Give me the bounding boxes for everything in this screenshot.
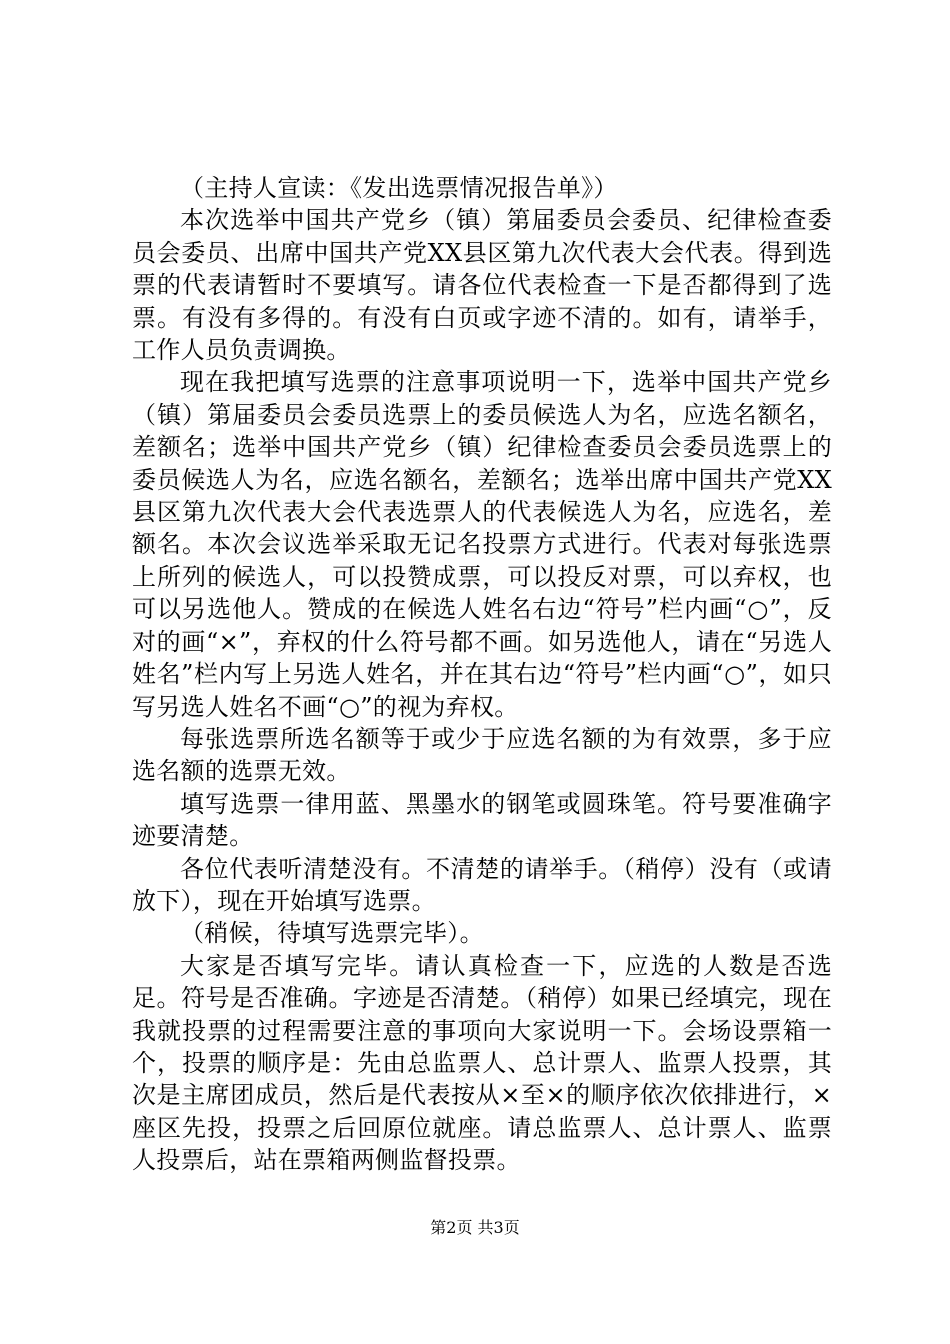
paragraph-ballot-instructions: 现在我把填写选票的注意事项说明一下，选举中国共产党乡（镇）第届委员会委员选票上的委员候选人为名，应选名额名，差额名；选举中国共产党乡（镇）纪律检查委员会委员选票上的委员候选人为名，应选名额名，差额名；选举出席中国共产党XX县区第九次代表大会代表选票人的代表候选人为名，应选名，差额名。本次会议选举采取无记名投票方式进行。代表对每张选票上所列的候选人，可以投赞成票，可以投反对票，可以弃权，也可以另选他人。赞成的在候选人姓名右边“符号”栏内画“○”，反对的画“×”，弃权的什么符号都不画。如另选他人，请在“另选人姓名”栏内写上另选人姓名，并在其右边“符号”栏内画“○”，如只写另选人姓名不画“○”的视为弃权。 xyxy=(132,368,832,721)
page-footer xyxy=(0,1218,950,1238)
paragraph-pen-requirement: 填写选票一律用蓝、黑墨水的钢笔或圆珠笔。符号要准确字迹要清楚。 xyxy=(132,789,832,851)
document-body xyxy=(132,172,832,1177)
paragraph-valid-ballot-rule: 每张选票所选名额等于或少于应选名额的为有效票，多于应选名额的选票无效。 xyxy=(132,724,832,786)
paragraph-start-filling: 各位代表听清楚没有。不清楚的请举手。（稍停）没有（或请放下），现在开始填写选票。 xyxy=(132,854,832,915)
paragraph-host-reading: （主持人宣读：《发出选票情况报告单》） xyxy=(180,174,618,202)
paragraph-election-intro: 本次选举中国共产党乡（镇）第届委员会委员、纪律检查委员会委员、出席中国共产党XX县区第九次代表大会代表。得到选票的代表请暂时不要填写。请各位代表检查一下是否都得到了选票。有没有多得的。有没有白页或字迹不清的。如有，请举手，工作人员负责调换。 xyxy=(132,206,832,365)
paragraph-voting-procedure: 大家是否填写完毕。请认真检查一下，应选的人数是否选足。符号是否准确。字迹是否清楚。（稍停）如果已经填完，现在我就投票的过程需要注意的事项向大家说明一下。会场设票箱一个，投票的顺序是：先由总监票人、总计票人、监票人投票，其次是主席团成员，然后是代表按从×至×的顺序依次依排进行，×座区先投，投票之后回原位就座。请总监票人、总计票人、监票人投票后，站在票箱两侧监督投票。 xyxy=(132,951,832,1175)
paragraph-wait-note: （稍候，待填写选票完毕）。 xyxy=(180,919,484,948)
page-number-label: 第2页 共3页 xyxy=(430,1218,520,1237)
